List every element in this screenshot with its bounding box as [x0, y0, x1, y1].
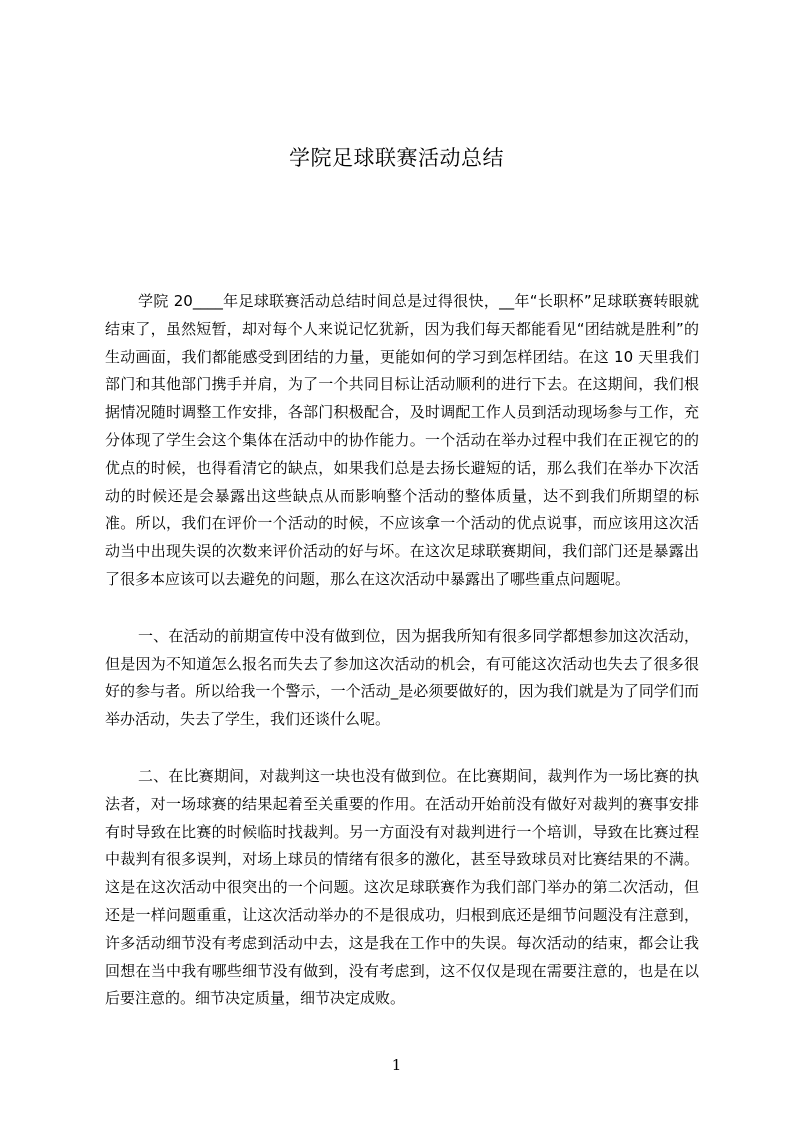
paragraph-intro: 学院 20____年足球联赛活动总结时间总是过得很快，__年“长职杯”足球联赛转眼就结束了，虽然短暂，却对每个人来说记忆犹新，因为我们每天都能看见“团结就是胜利”的生动画面，我们都能感受到团结的力量，更能如何的学习到怎样团结。在这 10 天里我们部门和其他部门携手并肩，为了一个共同目标让活动顺利的进行下去。在这期间，我们根据情况随时调整工作安排，各部门积极配合，及时调配工作人员到活动现场参与工作，充分体现了学生会这个集体在活动中的协作能力。一个活动在举办过程中我们在正视它的的优点的时候，也得看清它的缺点，如果我们总是去扬长避短的话，那么我们在举办下次活动的时候还是会暴露出这些缺点从而影响整个活动的整体质量，达不到我们所期望的标准。所以，我们在评价一个活动的时候，不应该拿一个活动的优点说事，而应该用这次活动当中出现失误的次数来评价活动的好与坏。在这次足球联赛期间，我们部门还是暴露出了很多本应该可以去避免的问题，那么在这次活动中暴露出了哪些重点问题呢。 [105, 292, 699, 588]
document-title: 学院足球联赛活动总结 [289, 146, 504, 170]
document-body [105, 288, 699, 1042]
paragraph-issue-referees: 二、在比赛期间，对裁判这一块也没有做到位。在比赛期间，裁判作为一场比赛的执法者，对一场球赛的结果起着至关重要的作用。在活动开始前没有做好对裁判的赛事安排有时导致在比赛的时候临时找裁判。另一方面没有对裁判进行一个培训，导致在比赛过程中裁判有很多误判，对场上球员的情绪有很多的激化，甚至导致球员对比赛结果的不满。这是在这次活动中很突出的一个问题。这次足球联赛作为我们部门举办的第二次活动，但还是一样问题重重，让这次活动举办的不是很成功，归根到底还是细节问题没有注意到，许多活动细节没有考虑到活动中去，这是我在工作中的失误。每次活动的结束，都会让我回想在当中我有哪些细节没有做到，没有考虑到，这不仅仅是现在需要注意的，也是在以后要注意的。细节决定质量，细节决定成败。 [105, 766, 699, 1008]
paragraph-issue-publicity: 一、在活动的前期宣传中没有做到位，因为据我所知有很多同学都想参加这次活动，但是因为不知道怎么报名而失去了参加这次活动的机会，有可能这次活动也失去了很多很好的参与者。所以给我一个警示，一个活动_是必须要做好的，因为我们就是为了同学们而举办活动，失去了学生，我们还谈什么呢。 [105, 626, 699, 729]
page-number: 1 [391, 1056, 402, 1074]
